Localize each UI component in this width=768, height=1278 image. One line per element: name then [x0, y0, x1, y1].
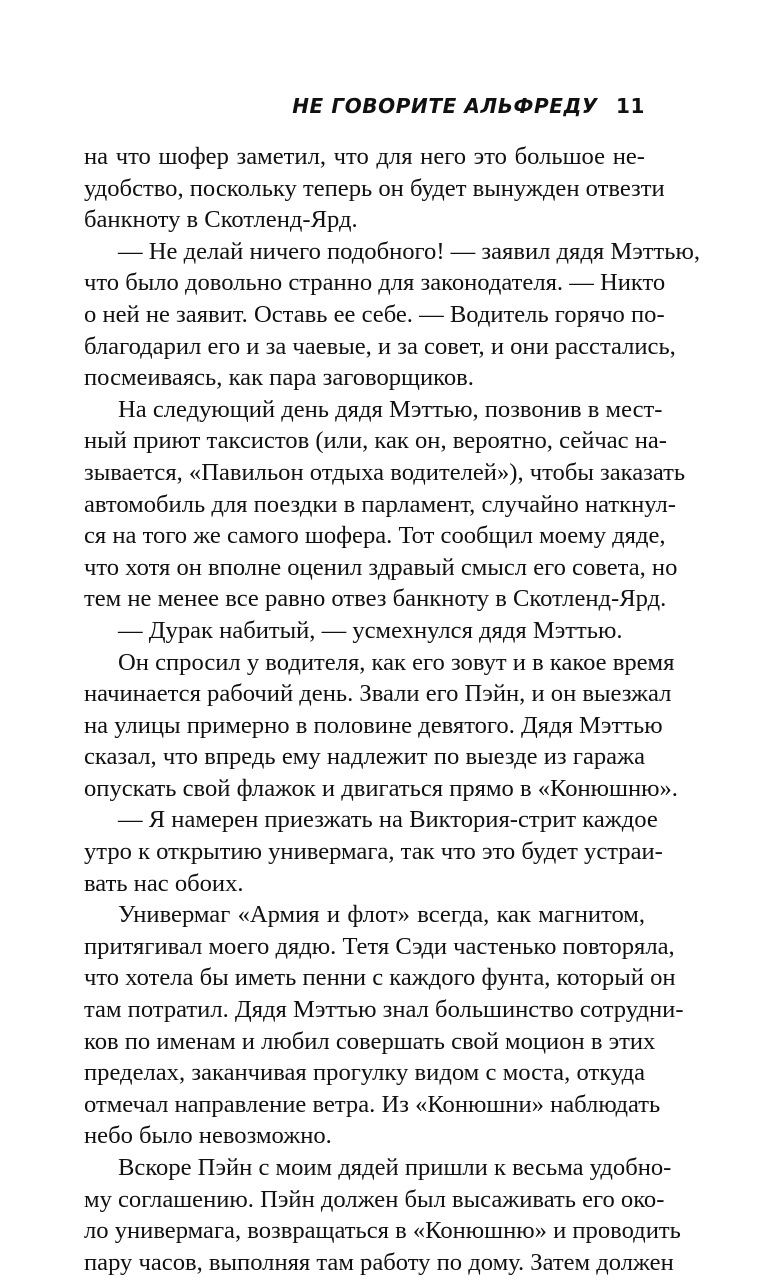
text-line: утро к открытию универмага, так что это будет устраи- — [84, 838, 663, 866]
text-line: там потратил. Дядя Мэттью знал большинство сотрудни- — [84, 996, 684, 1024]
text-line: на улицы примерно в половине девятого. Дядя Мэттью — [84, 711, 663, 739]
text-line: банкноту в Скотленд-Ярд. — [84, 206, 358, 234]
text-line: тем не менее все равно отвез банкноту в Скотленд-Ярд. — [84, 585, 667, 613]
text-line: что хотя он вполне оценил здравый смысл его совета, но — [84, 553, 678, 581]
page-number: 11 — [615, 94, 645, 118]
text-line: начинается рабочий день. Звали его Пэйн, и он выезжал — [84, 680, 672, 708]
text-line: му соглашению. Пэйн должен был высаживать его око- — [84, 1185, 665, 1213]
running-title: НЕ ГОВОРИТЕ АЛЬФРЕДУ — [292, 94, 598, 118]
text-line: опускать свой флажок и двигаться прямо в «Конюшню». — [84, 774, 678, 802]
text-line: на что шофер заметил, что для него это большое не- — [84, 143, 645, 170]
text-line: автомобиль для поездки в парламент, случайно наткнул- — [84, 490, 676, 518]
text-line: ков по именам и любил совершать свой моцион в этих — [84, 1027, 656, 1055]
text-line: пределах, заканчивая прогулку видом с моста, откуда — [84, 1059, 645, 1087]
text-line: ся на того же самого шофера. Тот сообщил моему дяде, — [84, 522, 666, 550]
text-line: Он спросил у водителя, как его зовут и в какое время — [118, 648, 675, 676]
text-line: вать нас обоих. — [84, 869, 244, 897]
text-line: благодарил его и за чаевые, и за совет, и они расстались, — [84, 332, 676, 360]
text-line: сказал, что впредь ему надлежит по выезде из гаража — [84, 743, 645, 771]
text-line: отмечал направление ветра. Из «Конюшни» наблюдать — [84, 1090, 661, 1118]
text-line: что было довольно странно для законодателя. — Никто — [84, 269, 666, 297]
text-line: небо было невозможно. — [84, 1122, 332, 1150]
text-line: ло универмага, возвращаться в «Конюшню» и проводить — [84, 1217, 681, 1245]
text-line: посмеиваясь, как пара заговорщиков. — [84, 364, 474, 392]
text-line: о ней не заявит. Оставь ее себе. — Водитель горячо по- — [84, 300, 665, 328]
text-line: Универмаг «Армия и флот» всегда, как магнитом, — [118, 901, 645, 929]
running-header — [84, 94, 645, 118]
text-line: — Я намерен приезжать на Виктория-стрит каждое — [118, 806, 658, 834]
text-line: Вскоре Пэйн с моим дядей пришли к весьма удобно- — [118, 1154, 672, 1181]
text-line: — Дурак набитый, — усмехнулся дядя Мэттью. — [118, 616, 623, 644]
text-line: зывается, «Павильон отдыха водителей»), чтобы заказать — [84, 458, 686, 486]
text-line: удобство, поскольку теперь он будет вынужден отвезти — [84, 174, 665, 202]
text-line: что хотела бы иметь пенни с каждого фунта, который он — [84, 964, 676, 992]
text-line: ный приют таксистов (или, как он, вероятно, сейчас на- — [84, 427, 667, 455]
text-line: притягивал моего дядю. Тетя Сэди частенько повторяла, — [84, 932, 675, 960]
text-line: На следующий день дядя Мэттью, позвонив в мест- — [118, 395, 663, 423]
text-line: пару часов, выполняя там работу по дому. Затем должен — [84, 1248, 674, 1276]
body-text — [84, 141, 700, 1278]
text-line: — Не делай ничего подобного! — заявил дядя Мэттью, — [118, 237, 700, 265]
